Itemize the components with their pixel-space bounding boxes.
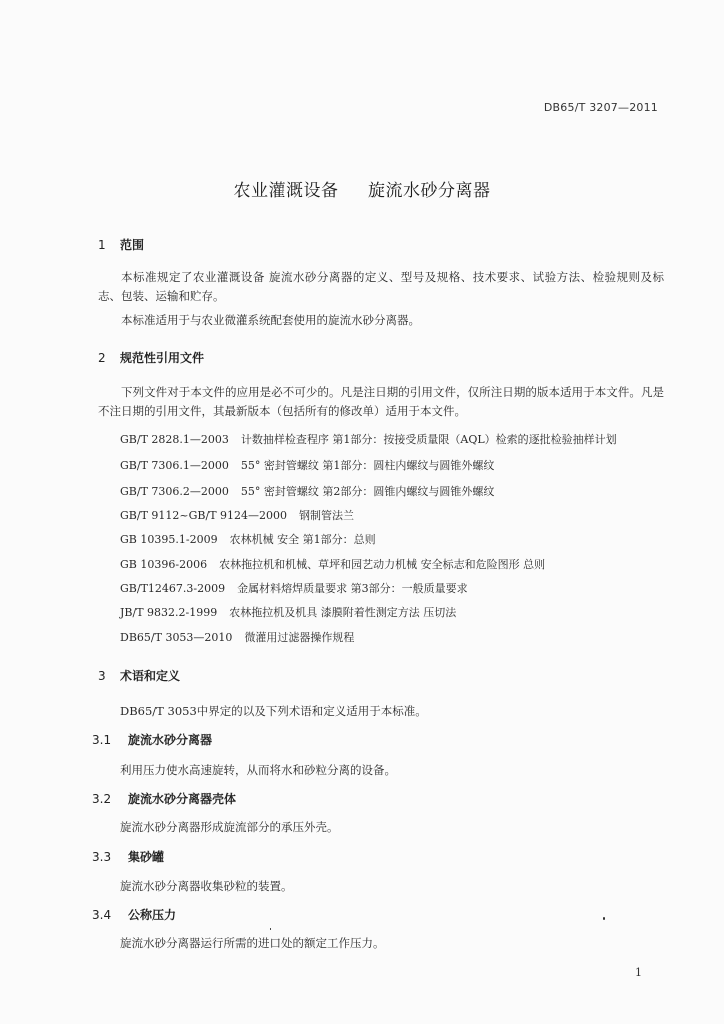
reference-item [120, 507, 354, 523]
reference-title: 55° 密封管螺纹 第1部分：圆柱内螺纹与圆锥外螺纹 [240, 459, 495, 472]
document-title [0, 176, 724, 201]
term-definition: 旋流水砂分离器收集砂粒的装置。 [120, 879, 293, 893]
section-1-paragraph-2: 本标准适用于与农业微灌系统配套使用的旋流水砂分离器。 [121, 313, 420, 327]
reference-code: GB/T 7306.1—2000 [120, 459, 229, 472]
term-definition: 利用压力使水高速旋转，从而将水和砂粒分离的设备。 [120, 763, 396, 777]
reference-code: JB/T 9832.2-1999 [120, 606, 218, 619]
section-title: 范围 [120, 238, 145, 252]
term-number: 3.4 [92, 908, 112, 922]
term-heading [92, 790, 236, 807]
reference-item [120, 580, 468, 596]
section-title: 规范性引用文件 [120, 351, 205, 365]
reference-code: GB/T 2828.1—2003 [120, 433, 229, 446]
term-number: 3.2 [92, 792, 112, 806]
reference-title: 金属材料熔焊质量要求 第3部分：一般质量要求 [237, 582, 468, 595]
reference-item [120, 483, 494, 499]
section-number: 3 [98, 669, 106, 683]
term-heading [92, 848, 164, 865]
reference-code: GB 10396-2006 [120, 558, 208, 571]
term-name: 集砂罐 [128, 850, 165, 864]
reference-title: 微灌用过滤器操作规程 [244, 631, 355, 644]
reference-code: GB/T 7306.2—2000 [120, 485, 229, 498]
term-definition: 旋流水砂分离器形成旋流部分的承压外壳。 [120, 820, 339, 834]
term-number: 3.3 [92, 850, 112, 864]
reference-title: 计数抽样检查程序 第1部分：按接受质量限（AQL）检索的逐批检验抽样计划 [240, 433, 617, 446]
reference-title: 农林拖拉机及机具 漆膜附着性测定方法 压切法 [229, 606, 457, 619]
term-name: 旋流水砂分离器壳体 [128, 792, 237, 806]
reference-code: DB65/T 3053—2010 [120, 631, 233, 644]
section-title: 术语和定义 [120, 669, 181, 683]
reference-code: GB/T12467.3-2009 [120, 582, 226, 595]
reference-title: 农林机械 安全 第1部分：总则 [229, 533, 376, 546]
section-3-intro: DB65/T 3053中界定的以及下列术语和定义适用于本标准。 [120, 704, 427, 718]
title-main: 农业灌溉设备 [233, 181, 339, 201]
section-3-heading [98, 667, 180, 684]
term-heading [92, 731, 212, 748]
reference-item [120, 604, 456, 620]
term-definition: 旋流水砂分离器运行所需的进口处的额定工作压力。 [120, 936, 385, 950]
reference-item [120, 457, 494, 473]
reference-item [120, 556, 545, 572]
term-heading [92, 906, 176, 923]
section-number: 2 [98, 351, 106, 365]
section-2-heading [98, 349, 204, 366]
scan-speck [603, 917, 605, 920]
section-number: 1 [98, 238, 106, 252]
reference-title: 55° 密封管螺纹 第2部分：圆锥内螺纹与圆锥外螺纹 [240, 485, 495, 498]
reference-code: GB/T 9112~GB/T 9124—2000 [120, 509, 288, 522]
document-code: DB65/T 3207—2011 [543, 101, 658, 114]
reference-item [120, 629, 354, 645]
reference-title: 钢制管法兰 [299, 509, 355, 522]
section-1-heading [98, 236, 144, 253]
reference-title: 农林拖拉机和机械、草坪和园艺动力机械 安全标志和危险图形 总则 [219, 558, 546, 571]
page-number: 1 [635, 966, 642, 979]
term-name: 公称压力 [128, 908, 177, 922]
term-number: 3.1 [92, 733, 112, 747]
scan-speck [270, 928, 271, 930]
section-1-paragraph-1: 本标准规定了农业灌溉设备 旋流水砂分离器的定义、型号及规格、技术要求、试验方法、检验规则及标志、包装、运输和贮存。 [98, 270, 664, 303]
term-name: 旋流水砂分离器 [128, 733, 213, 747]
reference-code: GB 10395.1-2009 [120, 533, 218, 546]
reference-item [120, 431, 617, 447]
title-sub: 旋流水砂分离器 [368, 181, 491, 201]
reference-item [120, 531, 376, 547]
section-2-paragraph-1: 下列文件对于本文件的应用是必不可少的。凡是注日期的引用文件，仅所注日期的版本适用于本文件。凡是不注日期的引用文件，其最新版本（包括所有的修改单）适用于本文件。 [98, 385, 664, 418]
